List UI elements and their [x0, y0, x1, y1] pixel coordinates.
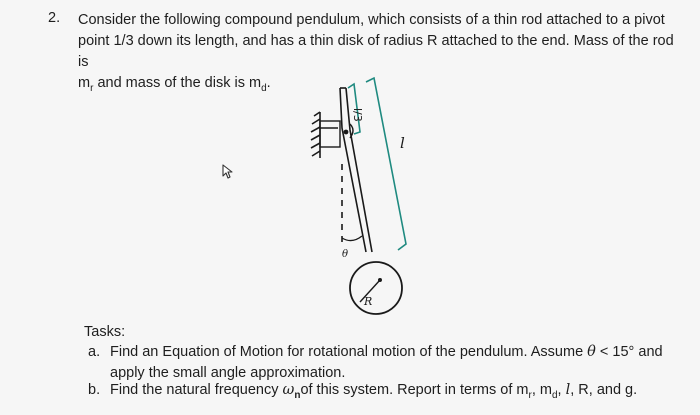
- task-b: [88, 380, 668, 406]
- question-line-2: point 1/3 down its length, and has a thin disk of radius R attached to the end. Mass of the rod is: [78, 33, 674, 70]
- question-number: 2.: [48, 10, 61, 26]
- task-b-text: Find the natural frequency $\omega_nof$ this system. Report in terms of $m_r$, $m_d$, l, R, and g.: [110, 382, 638, 401]
- pendulum-diagram: [290, 74, 430, 320]
- label-length: l: [400, 134, 405, 152]
- question-line-1: Consider the following compound pendulum, which consists of a thin rod attached to a pivot: [78, 12, 665, 28]
- task-a: [88, 342, 668, 384]
- tasks-heading: Tasks:: [84, 324, 126, 340]
- label-theta: θ: [342, 249, 349, 260]
- task-a-letter: a.: [88, 344, 101, 360]
- wall-support: [311, 112, 340, 158]
- label-radius: R: [364, 295, 373, 308]
- task-a-text: Find an Equation of Motion for rotational motion of the pendulum. Assume θ < 15° and: [110, 344, 663, 360]
- disk: [350, 262, 402, 314]
- task-b-letter: b.: [88, 382, 101, 398]
- task-a-line-2: apply the small angle approximation.: [110, 365, 346, 381]
- mouse-pointer-icon: [220, 162, 238, 182]
- dimension-length: [366, 78, 406, 250]
- pivot-point: [344, 130, 349, 135]
- label-third: l/3: [351, 108, 364, 122]
- question-line-3: $m_r$ and mass of the disk is $m_d$.: [78, 75, 271, 94]
